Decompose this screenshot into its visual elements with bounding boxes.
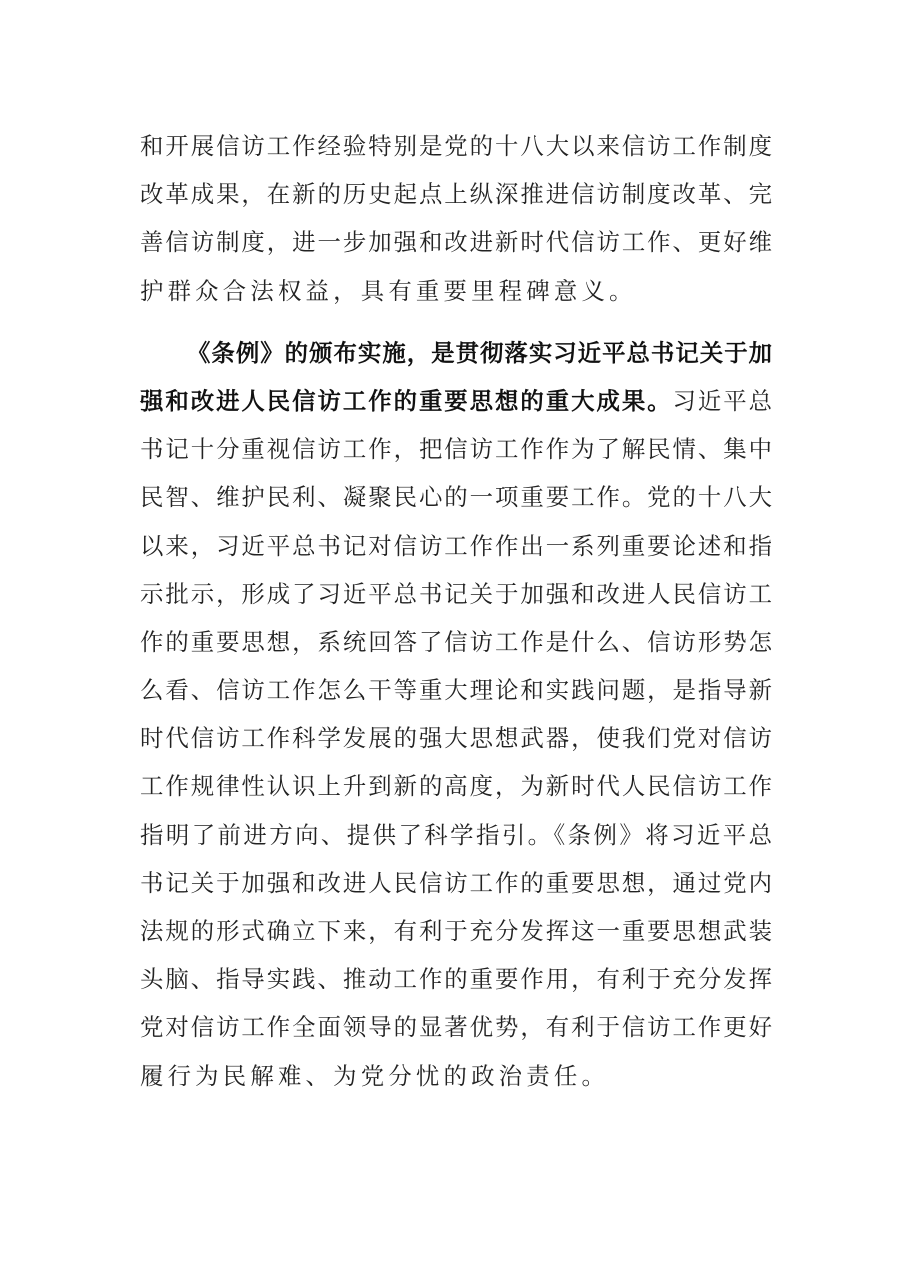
paragraph-1	[140, 122, 772, 315]
text-line: 善信访制度，进一步加强和改进新时代信访工作、更好维	[140, 228, 772, 257]
text-line: 示批示，形成了习近平总书记关于加强和改进人民信访工	[140, 579, 772, 608]
text-line: 党对信访工作全面领导的显著优势，有利于信访工作更好	[140, 1013, 772, 1042]
text-line	[140, 377, 772, 425]
paragraph-2	[140, 329, 772, 1100]
text-line: 书记十分重视信访工作，把信访工作作为了解民情、集中	[140, 435, 772, 464]
text-line: 和开展信访工作经验特别是党的十八大以来信访工作制度	[140, 132, 772, 160]
text-line: 作的重要思想，系统回答了信访工作是什么、信访形势怎	[140, 627, 772, 656]
text-line: 改革成果，在新的历史起点上纵深推进信访制度改革、完	[140, 180, 772, 209]
bold-heading-text: 强和改进人民信访工作的重要思想的重大成果。	[140, 386, 673, 415]
text-line: 法规的形式确立下来，有利于充分发挥这一重要思想武装	[140, 917, 772, 945]
text-line: 书记关于加强和改进人民信访工作的重要思想，通过党内	[140, 868, 772, 897]
text-line: 指明了前进方向、提供了科学指引。《条例》将习近平总	[140, 820, 772, 849]
text-line: 民智、维护民利、凝聚民心的一项重要工作。党的十八大	[140, 483, 772, 512]
text-line: 工作规律性认识上升到新的高度，为新时代人民信访工作	[140, 772, 772, 801]
text-line: 头脑、指导实践、推动工作的重要作用，有利于充分发挥	[140, 965, 772, 994]
text-line: 时代信访工作科学发展的强大思想武器，使我们党对信访	[140, 724, 772, 753]
text-line: 么看、信访工作怎么干等重大理论和实践问题，是指导新	[140, 676, 772, 705]
text-line: 以来，习近平总书记对信访工作作出一系列重要论述和指	[140, 531, 772, 560]
bold-heading-line: 《条例》的颁布实施，是贯彻落实习近平总书记关于加	[187, 338, 772, 367]
text-line: 护群众合法权益，具有重要里程碑意义。	[140, 276, 637, 305]
text-line: 履行为民解难、为党分忧的政治责任。	[140, 1061, 610, 1090]
document-body	[140, 122, 772, 1100]
text-run: 习近平总	[672, 386, 772, 415]
paragraph-spacer	[140, 315, 772, 329]
